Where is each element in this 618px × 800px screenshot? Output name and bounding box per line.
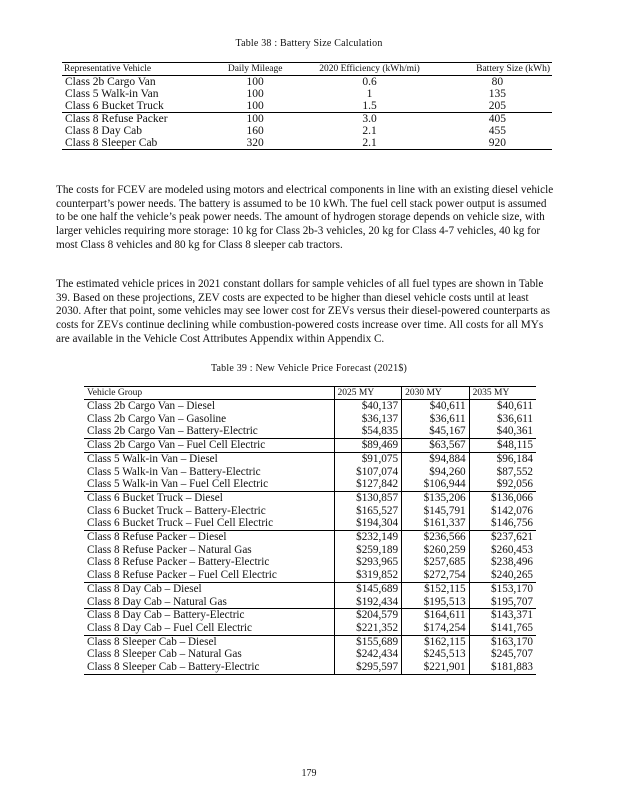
table-cell: 100: [246, 100, 264, 112]
table-cell: 2.1: [296, 137, 443, 150]
table-cell: $221,901: [402, 661, 470, 674]
table-header-row: [62, 63, 552, 76]
table-row: [84, 635, 536, 648]
table-cell: $155,689: [334, 635, 402, 648]
table-cell: Class 8 Refuse Packer – Diesel: [84, 531, 334, 544]
table-cell: 455: [488, 125, 507, 137]
table-row: [84, 517, 536, 530]
table-row: [62, 88, 552, 100]
table-row: [84, 452, 536, 465]
table-row: [84, 505, 536, 518]
table-cell: Class 8 Day Cab – Fuel Cell Electric: [87, 621, 252, 634]
table-cell: $194,304: [334, 517, 402, 530]
table-cell: $142,076: [469, 505, 536, 518]
table-cell: $163,170: [469, 635, 536, 648]
table-row: [62, 100, 552, 113]
table-cell: $245,707: [469, 648, 536, 661]
table-cell: Class 6 Bucket Truck – Fuel Cell Electric: [87, 517, 274, 530]
table-row: [84, 609, 536, 622]
table-39-caption: Table 39 : New Vehicle Price Forecast (2021$): [210, 363, 408, 374]
column-header: 2020 Efficiency (kWh/mi): [296, 63, 443, 76]
table-cell: $92,056: [469, 478, 536, 491]
table-cell: 2.1: [362, 125, 377, 137]
table-row: [62, 76, 552, 89]
table-cell: $91,075: [334, 452, 402, 465]
table-cell: $245,513: [402, 648, 470, 661]
table-cell: $89,469: [334, 439, 402, 453]
table-cell: $136,066: [469, 491, 536, 504]
column-header: Daily Mileage: [214, 63, 296, 76]
table-cell: Class 8 Refuse Packer: [62, 113, 214, 126]
table-cell: $96,184: [469, 452, 536, 465]
column-header: 2030 MY: [402, 387, 470, 400]
table-cell: $164,611: [402, 609, 470, 622]
table-cell: Class 2b Cargo Van – Gasoline: [87, 412, 227, 425]
table-cell: $232,149: [334, 531, 402, 544]
column-header: 2035 MY: [469, 387, 536, 400]
table-cell: $181,883: [469, 661, 536, 674]
table-cell: Class 5 Walk-in Van: [65, 88, 159, 100]
table-cell: $107,074: [334, 466, 402, 479]
column-header: Representative Vehicle: [62, 63, 214, 76]
battery-size-table: [62, 62, 552, 150]
table-header-row: [84, 387, 536, 400]
table-row: [84, 425, 536, 438]
table-row: [84, 531, 536, 544]
table-cell: Class 8 Day Cab – Diesel: [84, 582, 334, 595]
table-cell: Class 2b Cargo Van: [65, 76, 156, 88]
table-cell: $293,965: [334, 556, 402, 569]
table-cell: $48,115: [469, 439, 536, 453]
body-paragraph: The estimated vehicle prices in 2021 constant dollars for sample vehicles of all fuel types are shown in Table 39. Based on these projections, ZEV costs are expected to be higher than diesel vehicle costs until at least 2030. After that point, some vehicles may see lower cost for ZEVs versus their diesel-powered counterparts as costs for ZEVs continue declining while combustion-powered costs increase over time. All costs for all MYs are available in the Vehicle Cost Attributes Appendix within Appendix C.: [56, 278, 550, 345]
table-cell: Class 8 Sleeper Cab – Diesel: [84, 635, 334, 648]
table-cell: Class 5 Walk-in Van – Battery-Electric: [87, 465, 261, 478]
table-cell: $319,852: [334, 569, 402, 582]
page-number: 179: [301, 768, 317, 779]
table-cell: Class 6 Bucket Truck – Battery-Electric: [87, 504, 266, 517]
table-38-caption: Table 38 : Battery Size Calculation: [235, 38, 383, 49]
table-row: [84, 491, 536, 504]
table-cell: $192,434: [334, 596, 402, 609]
table-cell: $127,842: [334, 478, 402, 491]
table-cell: $36,137: [334, 413, 402, 426]
table-row: [84, 622, 536, 635]
table-cell: Class 8 Sleeper Cab: [62, 137, 214, 150]
table-cell: $165,527: [334, 505, 402, 518]
table-cell: $221,352: [334, 622, 402, 635]
table-cell: $257,685: [402, 556, 470, 569]
table-cell: Class 8 Day Cab: [65, 125, 142, 137]
table-cell: Class 8 Sleeper Cab – Natural Gas: [87, 648, 242, 661]
table-cell: Class 2b Cargo Van – Fuel Cell Electric: [84, 439, 334, 453]
table-cell: Class 6 Bucket Truck: [65, 100, 164, 112]
table-cell: Class 2b Cargo Van – Battery-Electric: [87, 425, 258, 438]
table-cell: 0.6: [362, 76, 377, 88]
table-row: [84, 413, 536, 426]
table-row: [62, 113, 552, 126]
table-cell: $204,579: [334, 609, 402, 622]
table-cell: $45,167: [402, 425, 470, 438]
table-cell: 100: [246, 76, 264, 88]
table-cell: $36,611: [469, 413, 536, 426]
table-cell: 135: [488, 88, 507, 100]
table-cell: $87,552: [469, 466, 536, 479]
table-cell: Class 8 Sleeper Cab – Battery-Electric: [84, 661, 334, 674]
table-cell: $130,857: [334, 491, 402, 504]
table-row: [62, 137, 552, 150]
table-cell: $94,884: [402, 452, 470, 465]
table-cell: $63,567: [402, 439, 470, 453]
table-cell: $40,361: [469, 425, 536, 438]
table-cell: 160: [246, 125, 264, 137]
table-row: [84, 582, 536, 595]
table-cell: $135,206: [402, 491, 470, 504]
table-cell: 405: [443, 113, 552, 126]
table-cell: $40,611: [402, 400, 470, 413]
table-cell: $237,621: [469, 531, 536, 544]
table-cell: $54,835: [334, 425, 402, 438]
table-cell: Class 8 Day Cab – Natural Gas: [87, 595, 227, 608]
table-cell: $238,496: [469, 556, 536, 569]
table-cell: $260,453: [469, 544, 536, 557]
column-header: 2025 MY: [334, 387, 402, 400]
table-cell: 80: [491, 76, 504, 88]
table-cell: 1: [366, 88, 373, 100]
table-cell: $36,611: [402, 413, 470, 426]
table-cell: 3.0: [296, 113, 443, 126]
table-cell: $141,765: [469, 622, 536, 635]
table-cell: $143,371: [469, 609, 536, 622]
table-cell: 1.5: [362, 100, 377, 112]
table-cell: Class 5 Walk-in Van – Fuel Cell Electric: [87, 478, 269, 491]
table-cell: Class 5 Walk-in Van – Diesel: [84, 452, 334, 465]
table-cell: $174,254: [402, 622, 470, 635]
table-cell: $195,707: [469, 596, 536, 609]
table-cell: 100: [246, 88, 264, 100]
table-cell: $94,260: [402, 466, 470, 479]
table-row: [84, 596, 536, 609]
table-cell: $195,513: [402, 596, 470, 609]
table-cell: $153,170: [469, 582, 536, 595]
table-cell: Class 2b Cargo Van – Diesel: [87, 400, 215, 412]
table-cell: Class 8 Refuse Packer – Natural Gas: [87, 543, 252, 556]
table-cell: $40,137: [334, 400, 402, 413]
table-cell: $146,756: [469, 517, 536, 530]
table-cell: $295,597: [334, 661, 402, 674]
table-cell: 920: [443, 137, 552, 150]
vehicle-price-forecast-table: [84, 386, 536, 675]
table-cell: Class 8 Day Cab – Battery-Electric: [84, 609, 334, 622]
table-row: [84, 439, 536, 453]
column-header: Vehicle Group: [84, 387, 334, 400]
table-cell: $106,944: [402, 478, 470, 491]
table-cell: $236,566: [402, 531, 470, 544]
table-cell: $145,791: [402, 505, 470, 518]
table-cell: $260,259: [402, 544, 470, 557]
table-cell: $40,611: [469, 400, 536, 413]
table-cell: $152,115: [402, 582, 470, 595]
table-row: [84, 648, 536, 661]
table-row: [84, 661, 536, 674]
table-cell: $272,754: [402, 569, 470, 582]
table-cell: Class 6 Bucket Truck – Diesel: [84, 491, 334, 504]
table-row: [84, 400, 536, 413]
table-cell: $161,337: [402, 517, 470, 530]
table-cell: $259,189: [334, 544, 402, 557]
table-row: [84, 556, 536, 569]
table-cell: 205: [488, 100, 507, 112]
table-row: [84, 466, 536, 479]
body-paragraph: The costs for FCEV are modeled using motors and electrical components in line with an existing diesel vehicle counterpart’s power needs. The battery is assumed to be 10 kWh. The fuel cell stack power output is assumed to be one half the vehicle’s peak power needs. The amount of hydrogen storage depends on vehicle size, with larger vehicles requiring more storage: 10 kg for Class 2b-3 vehicles, 20 kg for Class 4-7 vehicles, 40 kg for most Class 8 vehicles and 80 kg for Class 8 sleeper cab tractors.: [56, 184, 554, 251]
table-cell: $242,434: [334, 648, 402, 661]
table-cell: $145,689: [334, 582, 402, 595]
table-cell: $240,265: [469, 569, 536, 582]
table-row: [62, 125, 552, 137]
table-cell: 320: [214, 137, 296, 150]
table-cell: $162,115: [402, 635, 470, 648]
table-row: [84, 544, 536, 557]
table-cell: 100: [214, 113, 296, 126]
column-header: Battery Size (kWh): [443, 63, 552, 76]
table-cell: Class 8 Refuse Packer – Battery-Electric: [87, 556, 270, 569]
table-cell: Class 8 Refuse Packer – Fuel Cell Electric: [87, 569, 277, 582]
table-row: [84, 478, 536, 491]
table-row: [84, 569, 536, 582]
